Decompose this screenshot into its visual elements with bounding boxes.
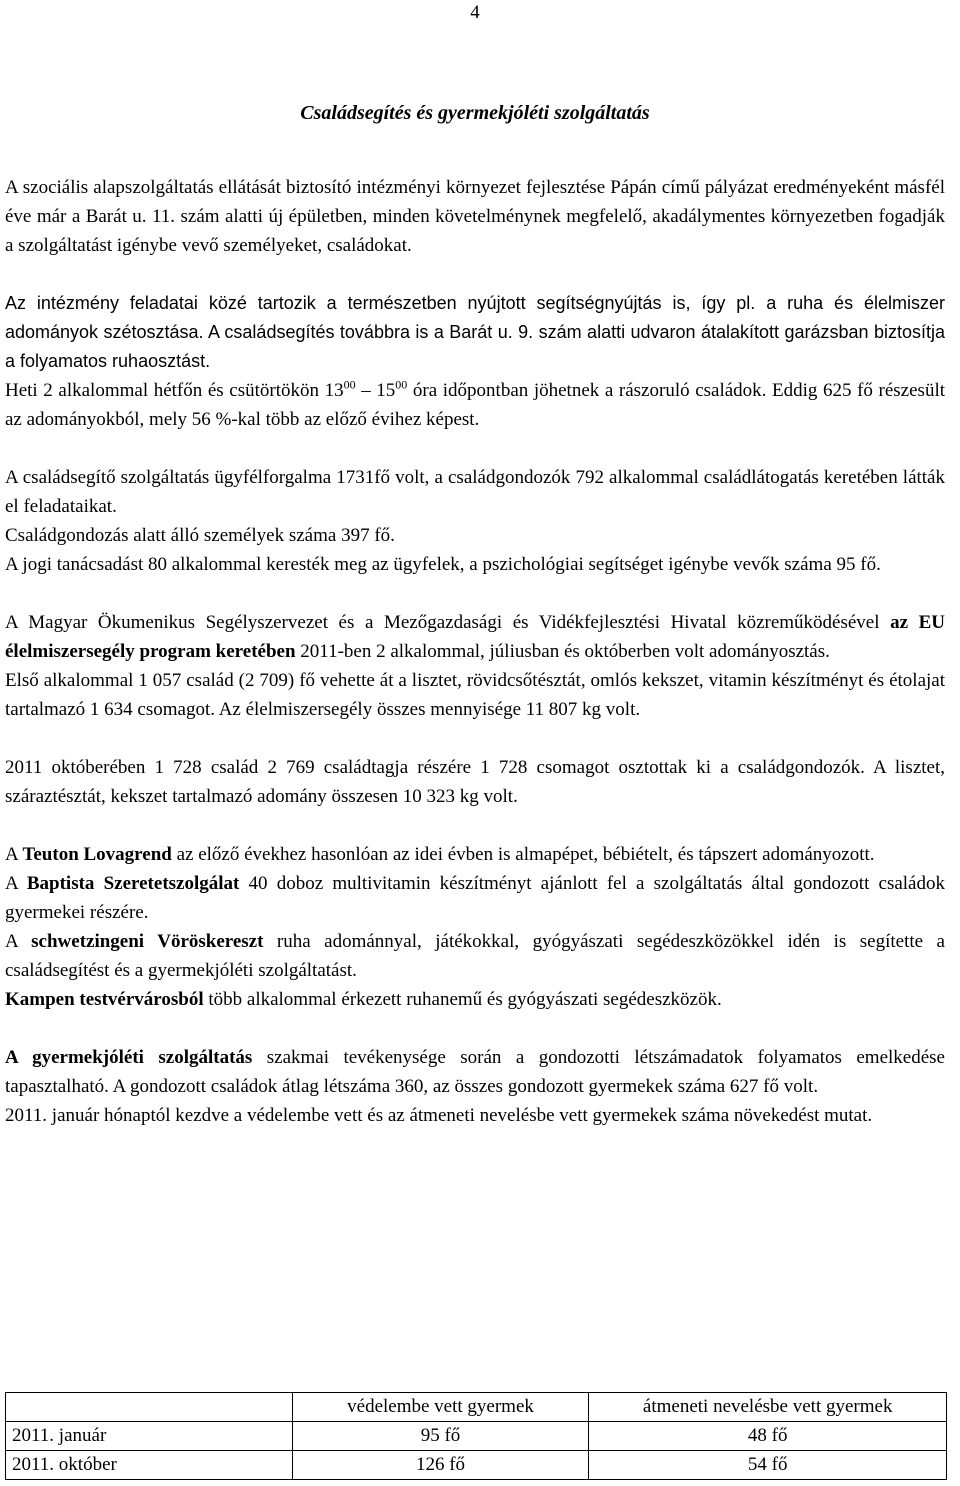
document-page [5, 0, 945, 1130]
section-title: Családsegítés és gyermekjóléti szolgáltatás [300, 102, 650, 124]
children-statistics-table [5, 1392, 947, 1480]
schedule-text-pre: Heti 2 alkalommal hétfőn és csütörtökön 13 [5, 380, 344, 401]
table-header-cell: átmeneti nevelésbe vett gyermek [589, 1393, 947, 1422]
teuton-text-pre: A [5, 844, 23, 865]
paragraph-trend: 2011. január hónaptól kezdve a védelembe vett és az átmeneti nevelésbe vett gyermekek száma növekedést mutat. [5, 1105, 873, 1126]
paragraph-legal-advice: A jogi tanácsadást 80 alkalommal keresték meg az ügyfelek, a pszichológiai segítséget igénybe vevők száma 95 fő. [5, 554, 881, 575]
paragraph-schedule [5, 376, 945, 434]
paragraph-child-welfare [5, 1043, 945, 1101]
schedule-sup-start: 00 [343, 377, 356, 392]
eu-aid-text-bold: az EU élelmiszersegély program keretében [5, 612, 945, 662]
child-welfare-text-bold: A gyermekjóléti szolgáltatás [5, 1047, 253, 1068]
redcross-text-pre: A [5, 931, 32, 952]
schedule-text-post: óra időpontban jöhetnek a rászoruló családok. Eddig 625 fő részesült az adományokból, mely 56 %-kal több az előző évihez képest. [5, 380, 946, 430]
table-header-row [6, 1393, 947, 1422]
baptist-text-post: 40 doboz multivitamin készítményt ajánlott fel a szolgáltatás által gondozott családok gyermekei részére. [5, 873, 945, 923]
page-number: 4 [470, 2, 480, 23]
eu-aid-text-pre: A Magyar Ökumenikus Segélyszervezet és a Mezőgazdasági és Vidékfejlesztési Hivatal közreműködésével [5, 612, 891, 633]
table-cell: 2011. január [6, 1422, 293, 1451]
table-row [6, 1451, 947, 1480]
baptist-text-bold: Baptista Szeretetszolgálat [26, 873, 240, 894]
paragraph-kampen [5, 985, 945, 1014]
eu-aid-text-post: 2011-ben 2 alkalommal, júliusban és októberben volt adományosztás. [295, 641, 830, 662]
teuton-text-bold: Teuton Lovagrend [22, 844, 172, 865]
paragraph-baptist-charity [5, 869, 945, 927]
table-cell: 95 fő [292, 1422, 589, 1451]
paragraph-october-distribution: 2011 októberében 1 728 család 2 769 családtagja részére 1 728 csomagot osztottak ki a családgondozók. A lisztet, száraztésztát, kekszet tartalmazó adomány összesen 10 323 kg volt. [5, 757, 945, 807]
paragraph-tasks: Az intézmény feladatai közé tartozik a természetben nyújtott segítségnyújtás is, így pl. a ruha és élelmiszer adományok szétosztása. A családsegítés továbbra is a Barát u. 9. szám alatti udvaron átalakított garázsban biztosítja a folyamatos ruhaosztást. [5, 293, 945, 371]
paragraph-family-care: Családgondozás alatt álló személyek száma 397 fő. [5, 525, 395, 546]
table-header-cell [6, 1393, 293, 1422]
teuton-text-post: az előző évekhez hasonlóan az idei évben is almapépet, bébiételt, és tápszert adományozott. [171, 844, 875, 865]
kampen-text-post: több alkalommal érkezett ruhanemű és gyógyászati segédeszközök. [203, 989, 722, 1010]
schedule-sup-end: 00 [395, 377, 408, 392]
table-cell: 126 fő [292, 1451, 589, 1480]
paragraph-teutonic-order [5, 840, 945, 869]
paragraph-intro: A szociális alapszolgáltatás ellátását biztosító intézményi környezet fejlesztése Pápán című pályázat eredményeként másfél éve már a Barát u. 11. szám alatti új épületben, minden követelménynek megfelelő, akadálymentes környezetben fogadják a szolgáltatást igénybe vevő személyeket, családokat. [5, 177, 945, 256]
kampen-text-bold: Kampen testvérvárosból [5, 989, 204, 1010]
baptist-text-pre: A [5, 873, 27, 894]
schedule-text-mid: – 15 [355, 380, 396, 401]
paragraph-client-traffic: A családsegítő szolgáltatás ügyfélforgalma 1731fő volt, a családgondozók 792 alkalommal családlátogatás keretében látták el feladataikat. [5, 467, 945, 517]
paragraph-eu-food-aid [5, 608, 945, 666]
table-header-cell: védelembe vett gyermek [292, 1393, 589, 1422]
redcross-text-post: ruha adománnyal, játékokkal, gyógyászati segédeszközökkel idén is segítette a családsegítést és a gyermekjóléti szolgáltatást. [5, 931, 945, 981]
table-cell: 2011. október [6, 1451, 293, 1480]
table-cell: 48 fő [589, 1422, 947, 1451]
table-row [6, 1422, 947, 1451]
paragraph-red-cross [5, 927, 945, 985]
paragraph-first-distribution: Első alkalommal 1 057 család (2 709) fő vehette át a lisztet, rövidcsőtésztát, omlós kekszet, vitamin készítményt és étolajat tartalmazó 1 634 csomagot. Az élelmiszersegély összes mennyisége 11 807 kg volt. [5, 670, 945, 720]
table-cell: 54 fő [589, 1451, 947, 1480]
redcross-text-bold: schwetzingeni Vöröskereszt [31, 931, 264, 952]
child-welfare-text-post: szakmai tevékenysége során a gondozotti létszámadatok folyamatos emelkedése tapasztalható. A gondozott családok átlag létszáma 360, az összes gondozott gyermekek száma 627 fő volt. [5, 1047, 945, 1097]
